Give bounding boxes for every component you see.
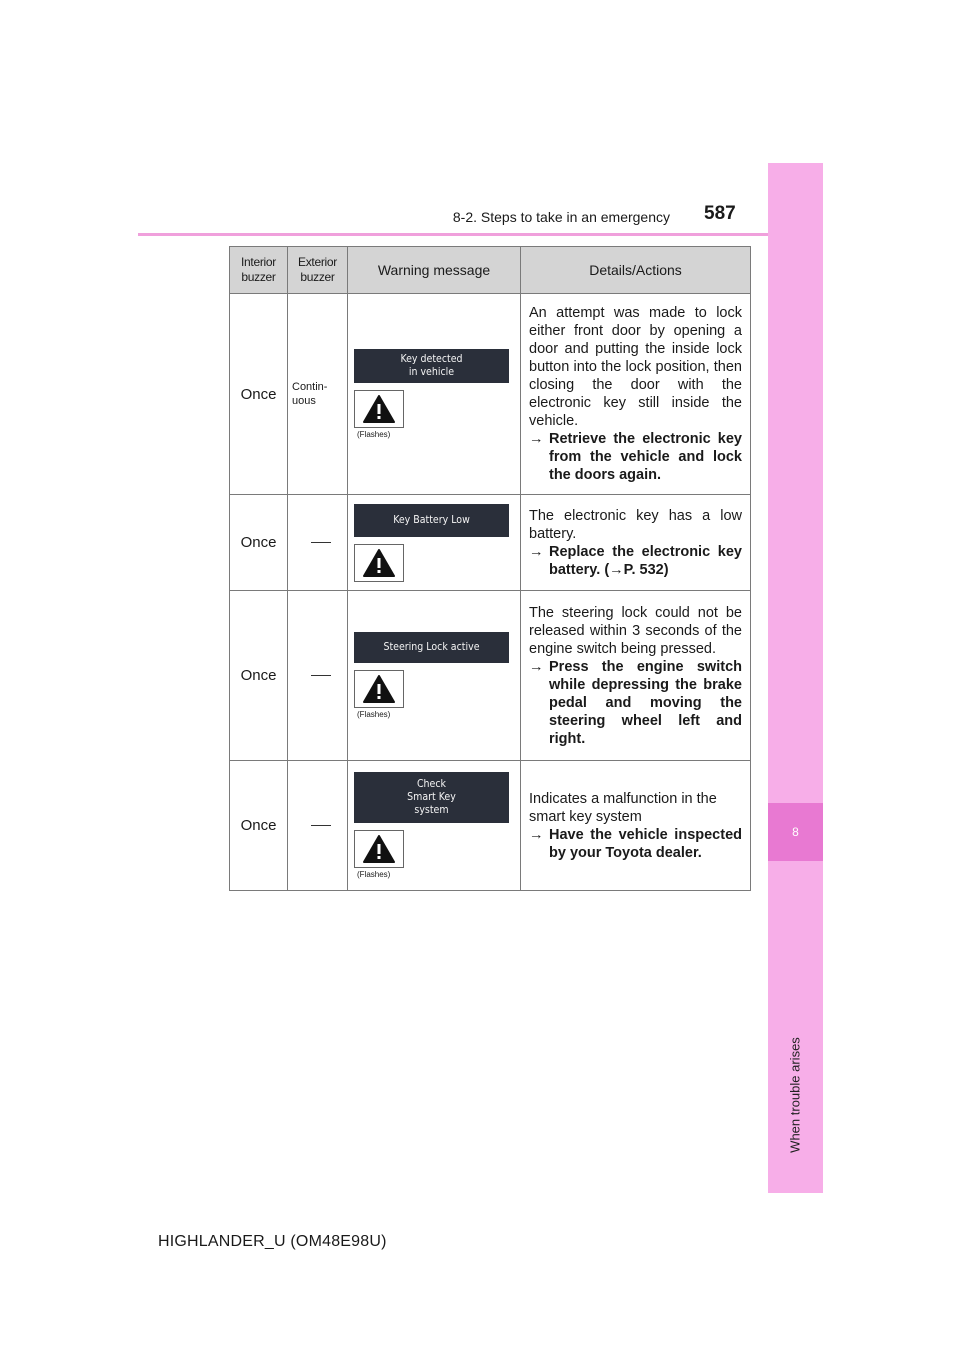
page-number: 587: [704, 203, 736, 224]
exterior-buzzer-cell: [288, 761, 348, 891]
right-arrow-icon: →: [529, 826, 544, 843]
display-message: [354, 772, 509, 823]
column-header-details-actions: Details/Actions: [521, 247, 751, 294]
column-header-label: Exterior buzzer: [298, 255, 337, 284]
section-title: 8-2. Steps to take in an emergency: [452, 209, 670, 225]
exterior-buzzer-cell: [288, 495, 348, 591]
display-message-line: Check: [416, 778, 447, 790]
interior-buzzer-cell: Once: [230, 591, 288, 761]
action-text: Press the engine switch while depressing the brake pedal and moving the steering wheel left and right.: [549, 658, 742, 747]
display-message: [354, 504, 509, 537]
footer-model-code: HIGHLANDER_U (OM48E98U): [158, 1233, 387, 1250]
warning-message-table: [229, 246, 751, 891]
table-row: [230, 294, 751, 495]
right-arrow-icon: →: [529, 658, 544, 675]
display-message-line: Key Battery Low: [393, 513, 470, 526]
display-message-line: Key detected: [400, 353, 463, 365]
warning-message-cell: [348, 591, 521, 761]
chapter-side-tab: [768, 163, 823, 1193]
column-header-label: Interior buzzer: [241, 255, 276, 284]
warning-triangle-icon: [354, 670, 404, 708]
flashes-label: (Flashes): [357, 710, 391, 719]
details-cell: [521, 591, 751, 761]
action-item: [529, 658, 742, 748]
interior-buzzer-cell: Once: [230, 294, 288, 495]
table-row: [230, 761, 751, 891]
table-row: [230, 495, 751, 591]
details-cell: [521, 761, 751, 891]
display-message-line: Smart Key: [407, 791, 456, 803]
action-item: [529, 543, 742, 579]
column-header-warning-message: Warning message: [348, 247, 521, 294]
warning-triangle-icon: [354, 544, 404, 582]
display-message-line: in vehicle: [408, 366, 455, 378]
details-text: An attempt was made to lock either front door by opening a door and putting the inside lock button into the lock position, then closing the door with the electronic key still inside the vehicle.: [529, 305, 742, 429]
exterior-buzzer-cell: [288, 591, 348, 761]
column-header-exterior-buzzer: [288, 247, 348, 294]
warning-message-cell: [348, 294, 521, 495]
details-text: Indicates a malfunction in the smart key system: [529, 790, 717, 825]
exterior-buzzer-cell: [288, 294, 348, 495]
details-cell: [521, 294, 751, 495]
details-text: The electronic key has a low battery.: [529, 507, 742, 542]
details-cell: [521, 495, 751, 591]
display-message-line: Steering Lock active: [383, 641, 480, 653]
action-item: [529, 430, 742, 484]
display-message: [354, 349, 509, 383]
action-text: Retrieve the electronic key from the vehicle and lock the doors again.: [549, 431, 742, 483]
exterior-buzzer-text: Contin-uous: [292, 381, 328, 407]
table-header-row: [230, 247, 751, 294]
warning-triangle-icon: [354, 830, 404, 868]
no-buzzer-dash: [311, 542, 331, 543]
display-message-line: system: [414, 804, 449, 816]
interior-buzzer-cell: Once: [230, 761, 288, 891]
no-buzzer-dash: [311, 825, 331, 826]
action-item: [529, 826, 742, 862]
display-message: [354, 632, 509, 663]
action-text: Replace the electronic key battery. (→P. 532): [549, 543, 742, 578]
table-row: [230, 591, 751, 761]
chapter-number: 8: [768, 803, 823, 861]
no-buzzer-dash: [311, 675, 331, 676]
warning-message-cell: [348, 761, 521, 891]
column-header-interior-buzzer: [230, 247, 288, 294]
interior-buzzer-cell: Once: [230, 495, 288, 591]
warning-triangle-icon: [354, 390, 404, 428]
header-rule: [138, 233, 823, 236]
action-text: Have the vehicle inspected by your Toyota dealer.: [549, 826, 742, 861]
chapter-title: When trouble arises: [787, 1037, 803, 1153]
right-arrow-icon: →: [529, 543, 544, 560]
flashes-label: (Flashes): [357, 430, 391, 439]
warning-message-cell: [348, 495, 521, 591]
flashes-label: (Flashes): [357, 870, 391, 879]
details-text: The steering lock could not be released within 3 seconds of the engine switch being pressed.: [529, 604, 742, 657]
right-arrow-icon: →: [529, 431, 544, 447]
